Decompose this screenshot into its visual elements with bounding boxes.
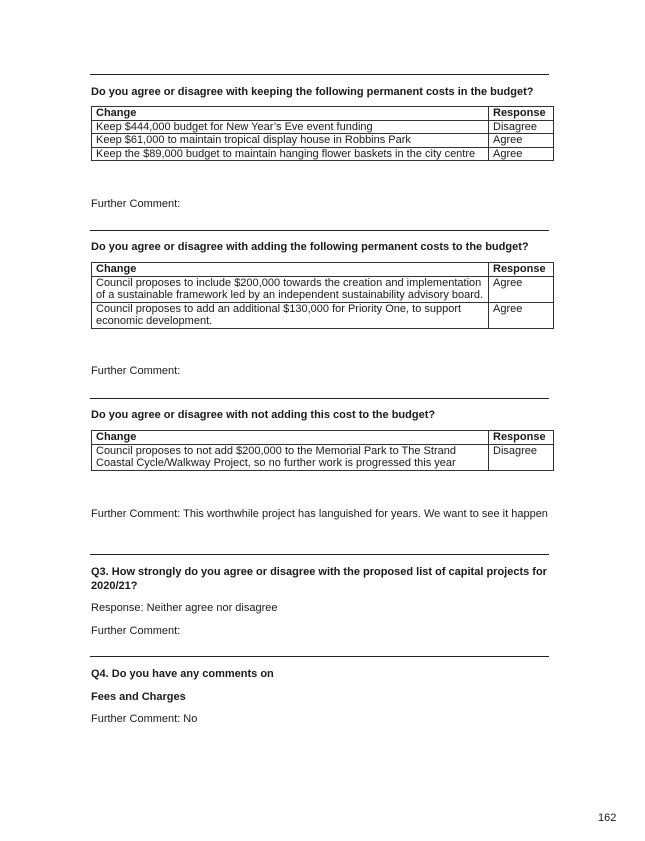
column-header-change: Change bbox=[92, 107, 489, 121]
divider bbox=[90, 656, 549, 657]
table-row bbox=[92, 276, 554, 302]
change-cell: Council proposes to not add $200,000 to the Memorial Park to The Strand Coastal Cycle/Walkway Project, so no further work is progressed this year bbox=[92, 444, 489, 470]
question-q3: Q3. How strongly do you agree or disagree with the proposed list of capital projects for 2020/21? bbox=[91, 566, 547, 592]
further-comment: Further Comment: This worthwhile project has languished for years. We want to see it happen bbox=[91, 508, 548, 520]
change-cell: Council proposes to include $200,000 towards the creation and implementation of a sustainable framework led by an independent sustainability advisory board. bbox=[92, 276, 489, 302]
response-cell: Agree bbox=[489, 302, 554, 328]
response-cell: Agree bbox=[489, 134, 554, 148]
change-cell: Council proposes to add an additional $130,000 for Priority One, to support economic development. bbox=[92, 302, 489, 328]
change-cell: Keep $61,000 to maintain tropical display house in Robbins Park bbox=[92, 134, 489, 148]
further-comment: Further Comment: bbox=[91, 365, 181, 377]
table-header-row bbox=[92, 107, 554, 121]
column-header-response: Response bbox=[489, 431, 554, 445]
response-cell: Agree bbox=[489, 276, 554, 302]
divider bbox=[90, 74, 549, 75]
change-cell: Keep the $89,000 budget to maintain hanging flower baskets in the city centre bbox=[92, 147, 489, 161]
question-add-costs: Do you agree or disagree with adding the following permanent costs to the budget? bbox=[91, 241, 529, 253]
column-header-change: Change bbox=[92, 263, 489, 277]
change-cell: Keep $444,000 budget for New Year’s Eve event funding bbox=[92, 120, 489, 134]
further-comment: Further Comment: No bbox=[91, 713, 198, 725]
table-header-row bbox=[92, 431, 554, 445]
table-row bbox=[92, 134, 554, 148]
table-row bbox=[92, 147, 554, 161]
column-header-response: Response bbox=[489, 263, 554, 277]
table-row bbox=[92, 444, 554, 470]
keep-costs-table bbox=[91, 106, 554, 161]
response-cell: Disagree bbox=[489, 444, 554, 470]
page-number: 162 bbox=[598, 812, 617, 824]
response-cell: Disagree bbox=[489, 120, 554, 134]
question-keep-costs: Do you agree or disagree with keeping the following permanent costs in the budget? bbox=[91, 86, 534, 98]
divider bbox=[90, 554, 549, 555]
not-add-cost-table bbox=[91, 430, 554, 471]
table-header-row bbox=[92, 263, 554, 277]
question-q4: Q4. Do you have any comments on bbox=[91, 668, 274, 680]
response-cell: Agree bbox=[489, 147, 554, 161]
divider bbox=[90, 230, 549, 231]
q4-subheading: Fees and Charges bbox=[91, 691, 186, 703]
q3-response: Response: Neither agree nor disagree bbox=[91, 602, 278, 614]
divider bbox=[90, 398, 549, 399]
further-comment: Further Comment: bbox=[91, 625, 181, 637]
column-header-response: Response bbox=[489, 107, 554, 121]
table-row bbox=[92, 120, 554, 134]
add-costs-table bbox=[91, 262, 554, 329]
table-row bbox=[92, 302, 554, 328]
column-header-change: Change bbox=[92, 431, 489, 445]
question-not-add-cost: Do you agree or disagree with not adding this cost to the budget? bbox=[91, 409, 436, 421]
further-comment: Further Comment: bbox=[91, 198, 181, 210]
